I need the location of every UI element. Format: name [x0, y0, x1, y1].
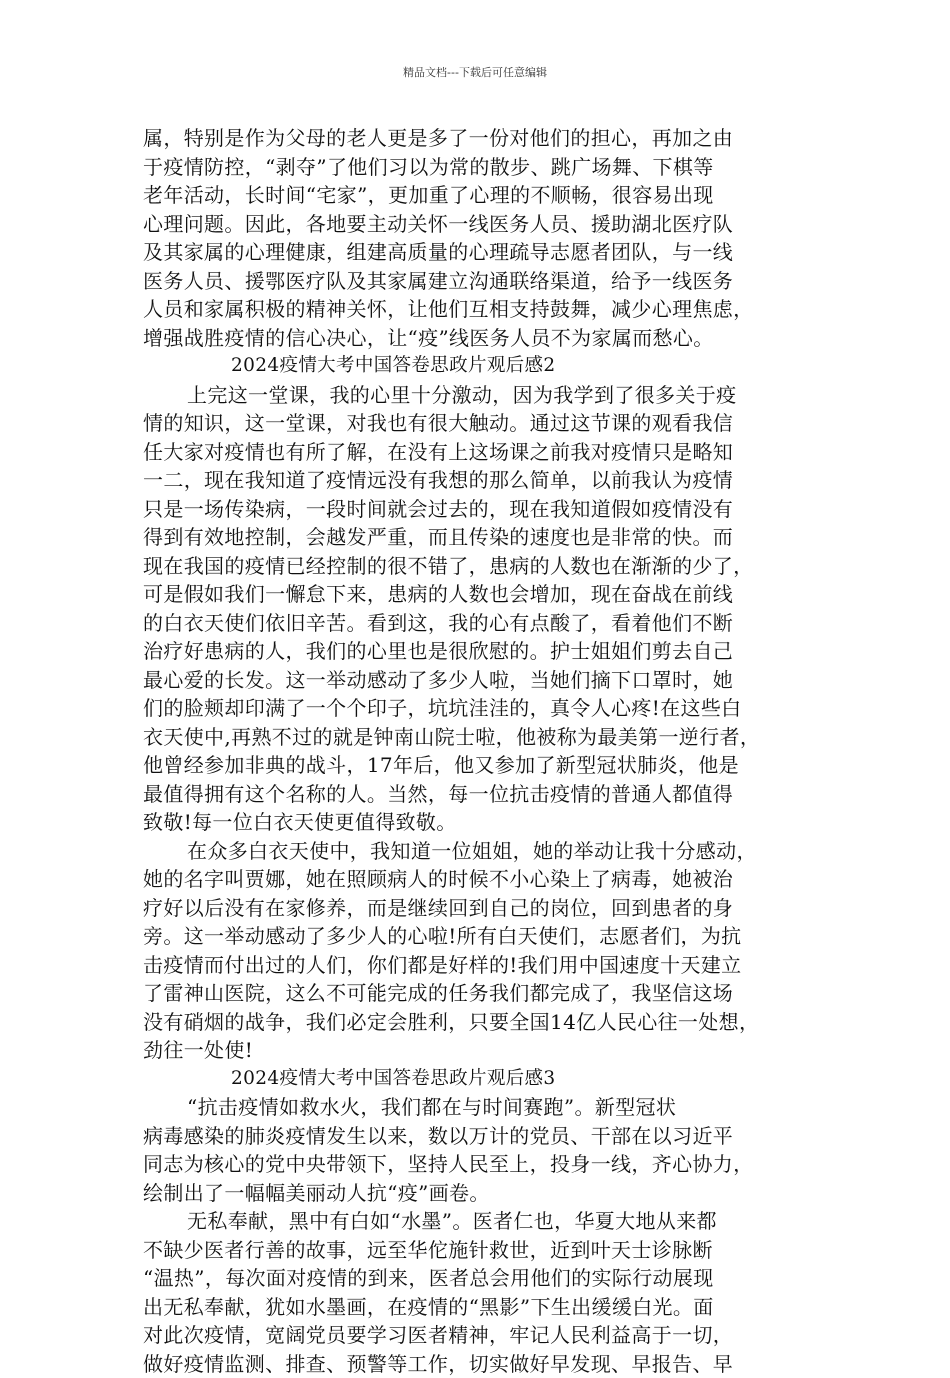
text-line: 不缺少医者行善的故事，远至华佗施针救世，近到叶天士诊脉断	[143, 1236, 815, 1265]
text-line: 一二，现在我知道了疫情远没有我想的那么简单，以前我认为疫情	[143, 466, 815, 495]
text-line: 同志为核心的党中央带领下，坚持人民至上，投身一线，齐心协力，	[143, 1150, 815, 1179]
text-line: 出无私奉献，犹如水墨画，在疫情的“黑影”下生出缓缓白光。面	[143, 1293, 815, 1322]
document-body	[143, 124, 815, 1378]
text-line: 最值得拥有这个名称的人。当然，每一位抗击疫情的普通人都值得	[143, 780, 815, 809]
section-2	[143, 381, 815, 1065]
text-line: 老年活动，长时间“宅家”，更加重了心理的不顺畅，很容易出现	[143, 181, 815, 210]
text-line: 对此次疫情，宽阔党员要学习医者精神，牢记人民利益高于一切，	[143, 1321, 815, 1350]
text-line: 无私奉献，黑中有白如“水墨”。医者仁也，华夏大地从来都	[143, 1207, 815, 1236]
text-line: 人员和家属积极的精神关怀，让他们互相支持鼓舞，减少心理焦虑，	[143, 295, 815, 324]
text-line: 疗好以后没有在家修养，而是继续回到自己的岗位，回到患者的身	[143, 894, 815, 923]
text-line: 心理问题。因此，各地要主动关怀一线医务人员、援助湖北医疗队	[143, 210, 815, 239]
text-line: 只是一场传染病，一段时间就会过去的，现在我知道假如疫情没有	[143, 495, 815, 524]
text-line: 致敬!每一位白衣天使更值得致敬。	[143, 808, 815, 837]
text-line: 绘制出了一幅幅美丽动人抗“疫”画卷。	[143, 1179, 815, 1208]
text-line: 增强战胜疫情的信心决心，让“疫”线医务人员不为家属而愁心。	[143, 324, 815, 353]
text-line: 没有硝烟的战争，我们必定会胜利，只要全国14亿人民心往一处想，	[143, 1008, 815, 1037]
text-line: “温热”，每次面对疫情的到来，医者总会用他们的实际行动展现	[143, 1264, 815, 1293]
text-line: 她的名字叫贾娜，她在照顾病人的时候不小心染上了病毒，她被治	[143, 865, 815, 894]
text-line: 于疫情防控，“剥夺”了他们习以为常的散步、跳广场舞、下棋等	[143, 153, 815, 182]
section-title-3: 2024疫情大考中国答卷思政片观后感3	[143, 1065, 815, 1094]
text-line: 最心爱的长发。这一举动感动了多少人啦，当她们摘下口罩时，她	[143, 666, 815, 695]
text-line: 们的脸颊却印满了一个个印子，坑坑洼洼的，真令人心疼!在这些白	[143, 694, 815, 723]
text-line: 治疗好患病的人，我们的心里也是很欣慰的。护士姐姐们剪去自己	[143, 637, 815, 666]
text-line: 现在我国的疫情已经控制的很不错了，患病的人数也在渐渐的少了，	[143, 552, 815, 581]
text-line: 做好疫情监测、排查、预警等工作，切实做好早发现、早报告、早	[143, 1350, 815, 1378]
section-3	[143, 1093, 815, 1378]
text-line: 他曾经参加非典的战斗，17年后，他又参加了新型冠状肺炎，他是	[143, 751, 815, 780]
text-line: 了雷神山医院，这么不可能完成的任务我们都完成了，我坚信这场	[143, 979, 815, 1008]
text-line: 旁。这一举动感动了多少人的心啦!所有白天使们，志愿者们，为抗	[143, 922, 815, 951]
text-line: 可是假如我们一懈怠下来，患病的人数也会增加，现在奋战在前线	[143, 580, 815, 609]
text-line: 情的知识，这一堂课，对我也有很大触动。通过这节课的观看我信	[143, 409, 815, 438]
text-line: 衣天使中,再熟不过的就是钟南山院士啦，他被称为最美第一逆行者，	[143, 723, 815, 752]
text-line: “抗击疫情如救水火，我们都在与时间赛跑”。新型冠状	[143, 1093, 815, 1122]
section-title-2: 2024疫情大考中国答卷思政片观后感2	[143, 352, 815, 381]
page-header: 精品文档---下载后可任意编辑	[0, 66, 950, 80]
section-1	[143, 124, 815, 352]
text-line: 任大家对疫情也有所了解，在没有上这场课之前我对疫情只是略知	[143, 438, 815, 467]
text-line: 劲往一处使!	[143, 1036, 815, 1065]
text-line: 属，特别是作为父母的老人更是多了一份对他们的担心，再加之由	[143, 124, 815, 153]
text-line: 击疫情而付出过的人们，你们都是好样的!我们用中国速度十天建立	[143, 951, 815, 980]
text-line: 及其家属的心理健康，组建高质量的心理疏导志愿者团队，与一线	[143, 238, 815, 267]
text-line: 得到有效地控制，会越发严重，而且传染的速度也是非常的快。而	[143, 523, 815, 552]
text-line: 的白衣天使们依旧辛苦。看到这，我的心有点酸了，看着他们不断	[143, 609, 815, 638]
text-line: 医务人员、援鄂医疗队及其家属建立沟通联络渠道，给予一线医务	[143, 267, 815, 296]
text-line: 上完这一堂课，我的心里十分激动，因为我学到了很多关于疫	[143, 381, 815, 410]
text-line: 在众多白衣天使中，我知道一位姐姐，她的举动让我十分感动，	[143, 837, 815, 866]
text-line: 病毒感染的肺炎疫情发生以来，数以万计的党员、干部在以习近平	[143, 1122, 815, 1151]
